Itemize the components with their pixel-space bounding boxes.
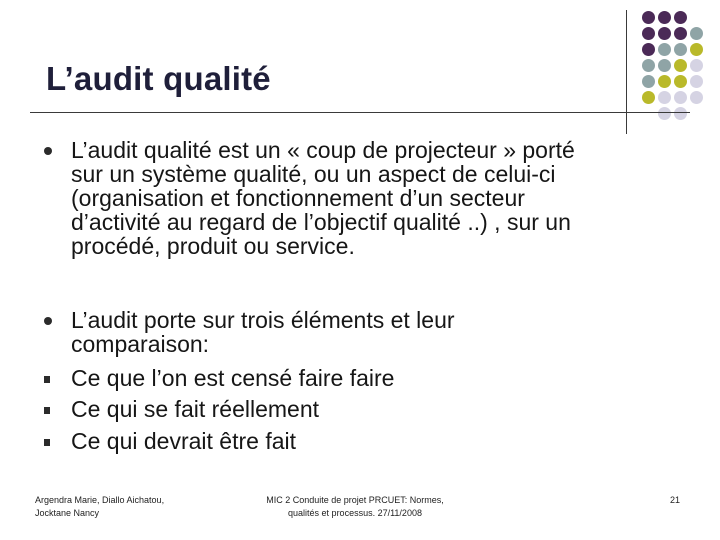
dot — [690, 59, 703, 72]
sub-bullet-text: Ce que l’on est censé faire faire — [71, 365, 395, 391]
dot — [658, 11, 671, 24]
dot — [690, 75, 703, 88]
dot — [674, 43, 687, 56]
round-bullet-icon — [40, 138, 54, 162]
dot — [658, 27, 671, 40]
dot — [642, 11, 655, 24]
bullet-text: L’audit qualité est un « coup de projecteur » porté sur un système qualité, ou un aspect de celui-ci (organisation et fonctionnement d’un secteur d’activité au regard de l’objectif qualité ..) , sur un procédé, produit ou service. — [71, 137, 575, 259]
dot — [642, 59, 655, 72]
dot — [674, 107, 687, 120]
dot — [658, 75, 671, 88]
dot — [658, 59, 671, 72]
dot — [690, 91, 703, 104]
dot — [642, 27, 655, 40]
dot — [674, 59, 687, 72]
dot — [658, 107, 671, 120]
dot — [690, 27, 703, 40]
slide-title: L’audit qualité — [46, 60, 271, 97]
dot — [642, 75, 655, 88]
vertical-divider — [626, 10, 627, 134]
dot — [674, 27, 687, 40]
dot — [658, 91, 671, 104]
square-bullet-icon — [40, 366, 54, 390]
dot — [674, 11, 687, 24]
dot — [674, 75, 687, 88]
page-number: 21 — [669, 495, 680, 505]
dot — [690, 43, 703, 56]
sub-bullet-text: Ce qui devrait être fait — [71, 428, 297, 454]
bullet-text: L’audit porte sur trois éléments et leur comparaison: — [71, 307, 455, 357]
round-bullet-icon — [40, 308, 54, 332]
sub-bullet-text: Ce qui se fait réellement — [71, 396, 320, 422]
dot — [658, 43, 671, 56]
footer-authors: Argendra Marie, Diallo Aichatou, Jocktane Nancy — [35, 495, 165, 518]
dot — [674, 91, 687, 104]
title-divider — [30, 112, 690, 113]
footer-course-info: MIC 2 Conduite de projet PRCUET: Normes, qualités et processus. 27/11/2008 — [266, 495, 444, 518]
square-bullet-icon — [40, 397, 54, 421]
square-bullet-icon — [40, 429, 54, 453]
dot — [642, 43, 655, 56]
dot — [642, 91, 655, 104]
